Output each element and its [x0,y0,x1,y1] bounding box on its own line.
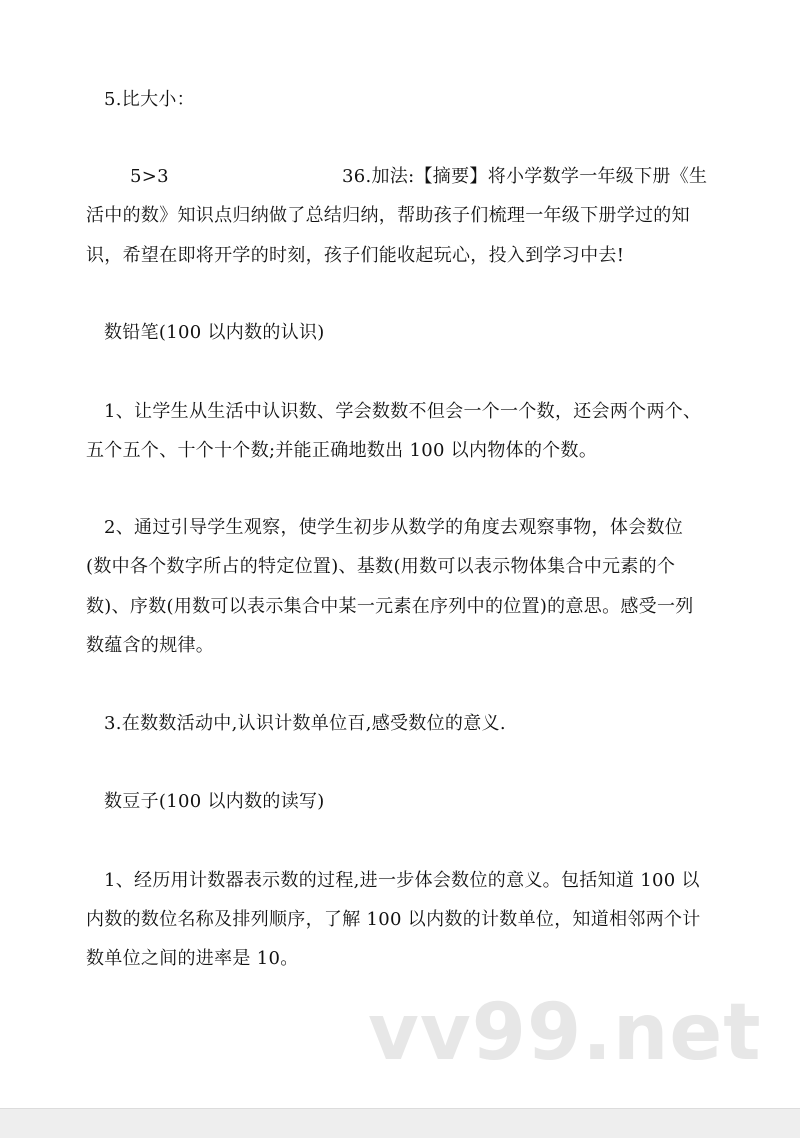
section1-p2-line3: 数)、序数(用数可以表示集合中某一元素在序列中的位置)的意思。感受一列 [86,596,694,617]
section1-p3: 3.在数数活动中,认识计数单位百,感受数位的意义. [104,713,506,734]
abstract-line-3: 识，希望在即将开学的时刻，孩子们能收起玩心，投入到学习中去! [86,245,625,266]
section2-p1-line3: 数单位之间的进率是 10。 [86,948,299,969]
section2-title: 数豆子(100 以内数的读写) [104,791,325,812]
section2-p1-line2: 内数的数位名称及排列顺序，了解 100 以内数的计数单位，知道相邻两个计 [86,909,701,930]
section1-p1-line2: 五个五个、十个十个数;并能正确地数出 100 以内物体的个数。 [86,440,598,461]
watermark-text: vv99.net [368,988,762,1078]
section1-p2-line1: 2、通过引导学生观察，使学生初步从数学的角度去观察事物，体会数位 [104,517,684,538]
section1-p1-line1: 1、让学生从生活中认识数、学会数数不但会一个一个数，还会两个两个、 [104,401,702,422]
section2-p1-line1: 1、经历用计数器表示数的过程,进一步体会数位的意义。包括知道 100 以 [104,870,700,891]
abstract-line-2: 活中的数》知识点归纳做了总结归纳，帮助孩子们梳理一年级下册学过的知 [86,205,690,226]
example-left: 5>3 [130,166,169,187]
page-bottom-edge [0,1108,800,1138]
section1-p2-line4: 数蕴含的规律。 [86,635,215,656]
heading-compare: 5.比大小： [104,89,195,110]
section1-p2-line2: (数中各个数字所占的特定位置)、基数(用数可以表示物体集合中元素的个 [86,556,676,577]
abstract-line-1: 36.加法:【摘要】将小学数学一年级下册《生 [342,166,708,187]
section1-title: 数铅笔(100 以内数的认识) [104,322,325,343]
